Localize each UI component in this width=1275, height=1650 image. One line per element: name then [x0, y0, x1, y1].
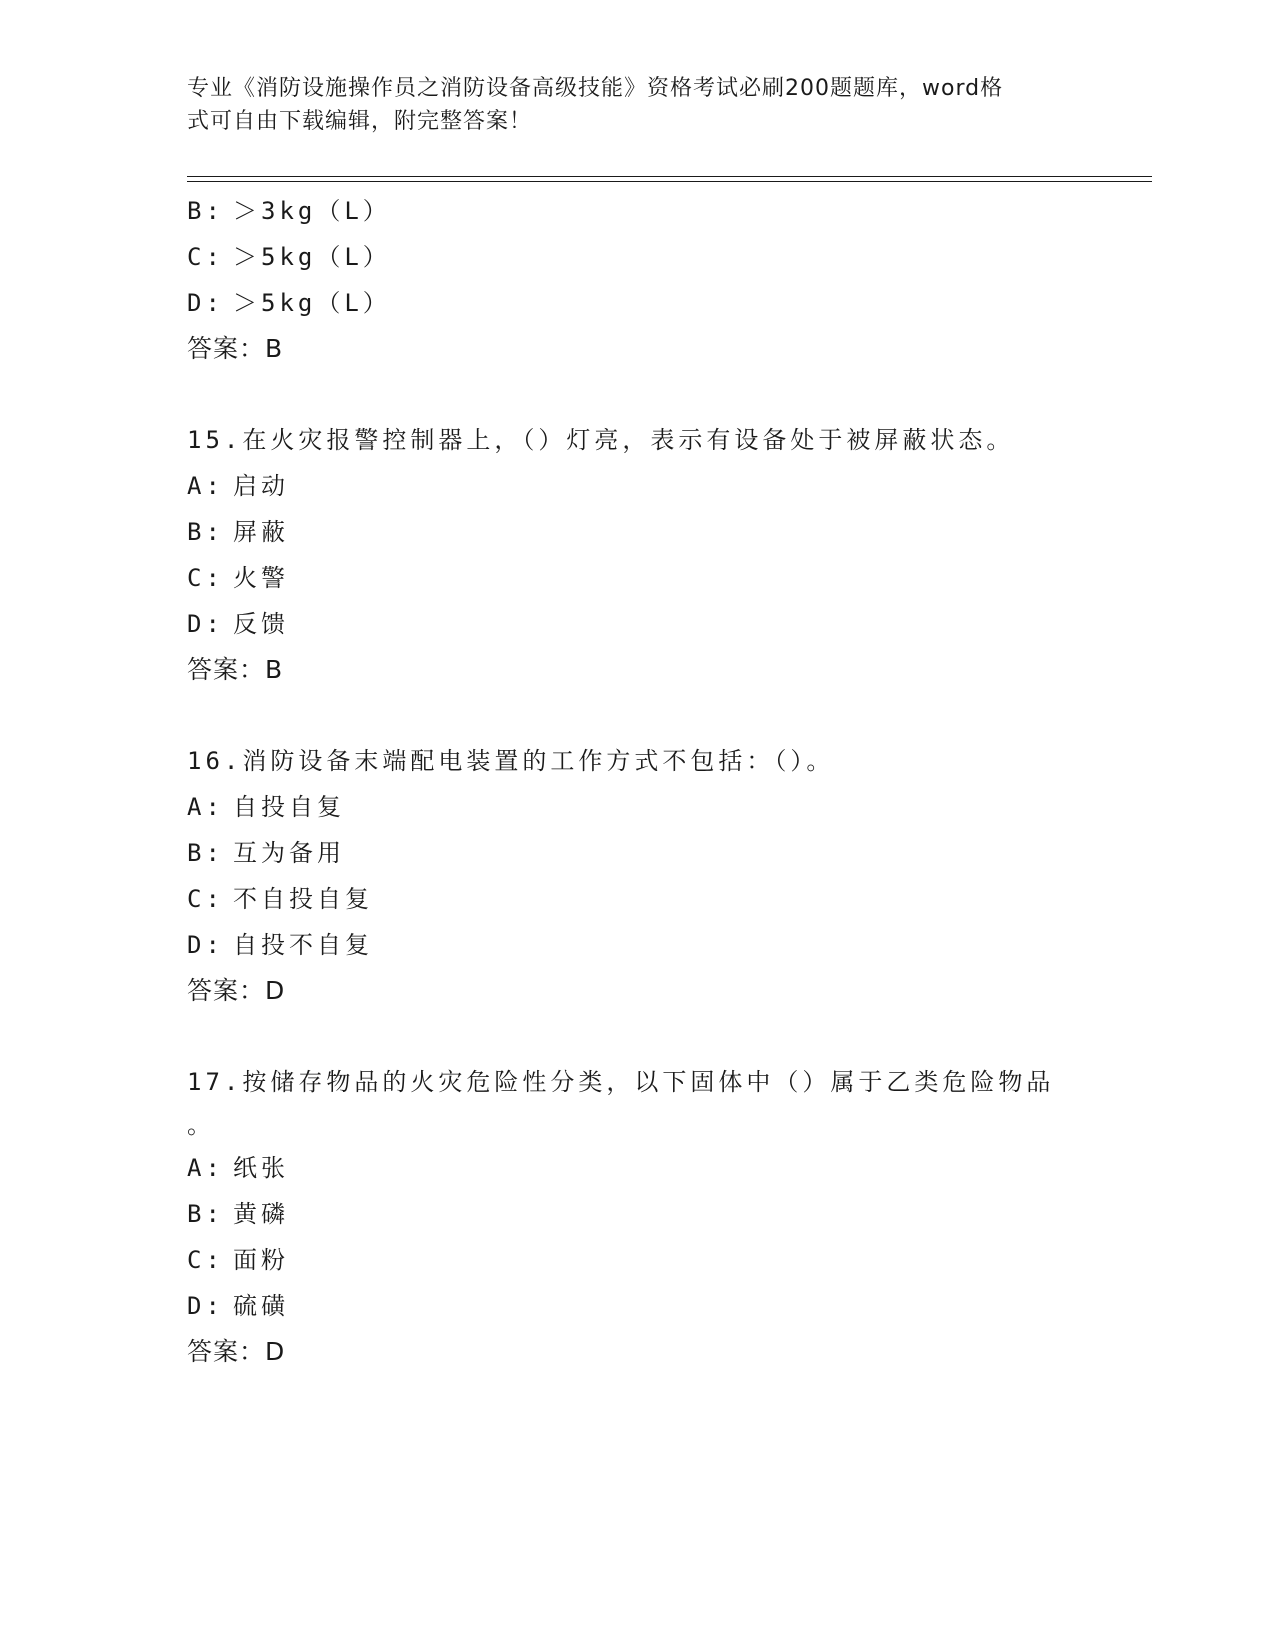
option-line [187, 601, 1107, 647]
question-16 [187, 738, 1107, 1014]
question-stem: 15.在火灾报警控制器上，（）灯亮，表示有设备处于被屏蔽状态。 [187, 426, 1015, 454]
option-line [187, 876, 1107, 922]
option-label: B: [187, 518, 224, 546]
option-label: A: [187, 1154, 224, 1182]
option-label: C: [187, 885, 224, 913]
question-stem-continuation: 。 [187, 1111, 215, 1139]
option-label: A: [187, 793, 224, 821]
document-header [187, 72, 1067, 138]
option-line [187, 555, 1107, 601]
question-17 [187, 1059, 1107, 1375]
option-text: 不自投自复 [233, 885, 373, 913]
option-line [187, 1283, 1107, 1329]
option-text: 火警 [233, 564, 289, 592]
option-line [187, 1237, 1107, 1283]
option-text: 互为备用 [233, 839, 345, 867]
option-label: B: [187, 197, 224, 225]
option-text: 面粉 [233, 1246, 289, 1274]
answer-line: 答案：D [187, 1337, 286, 1366]
header-divider-bottom [187, 181, 1152, 182]
option-label: C: [187, 1246, 224, 1274]
option-line [187, 1191, 1107, 1237]
answer-line: 答案：D [187, 976, 286, 1005]
header-line-2: 式可自由下载编辑，附完整答案！ [187, 109, 533, 134]
question-list [187, 188, 1107, 1375]
header-divider-top [187, 176, 1152, 177]
option-line [187, 1145, 1107, 1191]
option-line [187, 234, 1107, 280]
option-text: 反馈 [233, 610, 289, 638]
option-label: B: [187, 1200, 224, 1228]
option-line [187, 509, 1107, 555]
spacer [187, 372, 1107, 417]
option-line [187, 188, 1107, 234]
option-label: B: [187, 839, 224, 867]
option-line [187, 784, 1107, 830]
option-text: 自投不自复 [233, 931, 373, 959]
header-line-1: 专业《消防设施操作员之消防设备高级技能》资格考试必刷200题题库，word格 [187, 76, 1004, 101]
spacer [187, 693, 1107, 738]
option-text: 启动 [233, 472, 289, 500]
option-text: ＞5kg（L） [233, 243, 391, 271]
option-text: 自投自复 [233, 793, 345, 821]
question-stem: 17.按储存物品的火灾危险性分类，以下固体中（）属于乙类危险物品 [187, 1068, 1055, 1096]
option-line [187, 280, 1107, 326]
option-label: A: [187, 472, 224, 500]
option-label: D: [187, 610, 224, 638]
option-text: ＞3kg（L） [233, 197, 391, 225]
option-text: ＞5kg（L） [233, 289, 391, 317]
question-15 [187, 417, 1107, 693]
question-stem: 16.消防设备末端配电装置的工作方式不包括：（）。 [187, 747, 835, 775]
option-line [187, 463, 1107, 509]
answer-line: 答案：B [187, 655, 284, 684]
spacer [187, 1014, 1107, 1059]
option-label: D: [187, 931, 224, 959]
option-text: 纸张 [233, 1154, 289, 1182]
option-text: 黄磷 [233, 1200, 289, 1228]
partial-question [187, 188, 1107, 372]
answer-line: 答案：B [187, 334, 284, 363]
option-line [187, 830, 1107, 876]
option-label: D: [187, 1292, 224, 1320]
option-label: C: [187, 243, 224, 271]
option-line [187, 922, 1107, 968]
option-text: 硫磺 [233, 1292, 289, 1320]
option-label: D: [187, 289, 224, 317]
option-label: C: [187, 564, 224, 592]
option-text: 屏蔽 [233, 518, 289, 546]
